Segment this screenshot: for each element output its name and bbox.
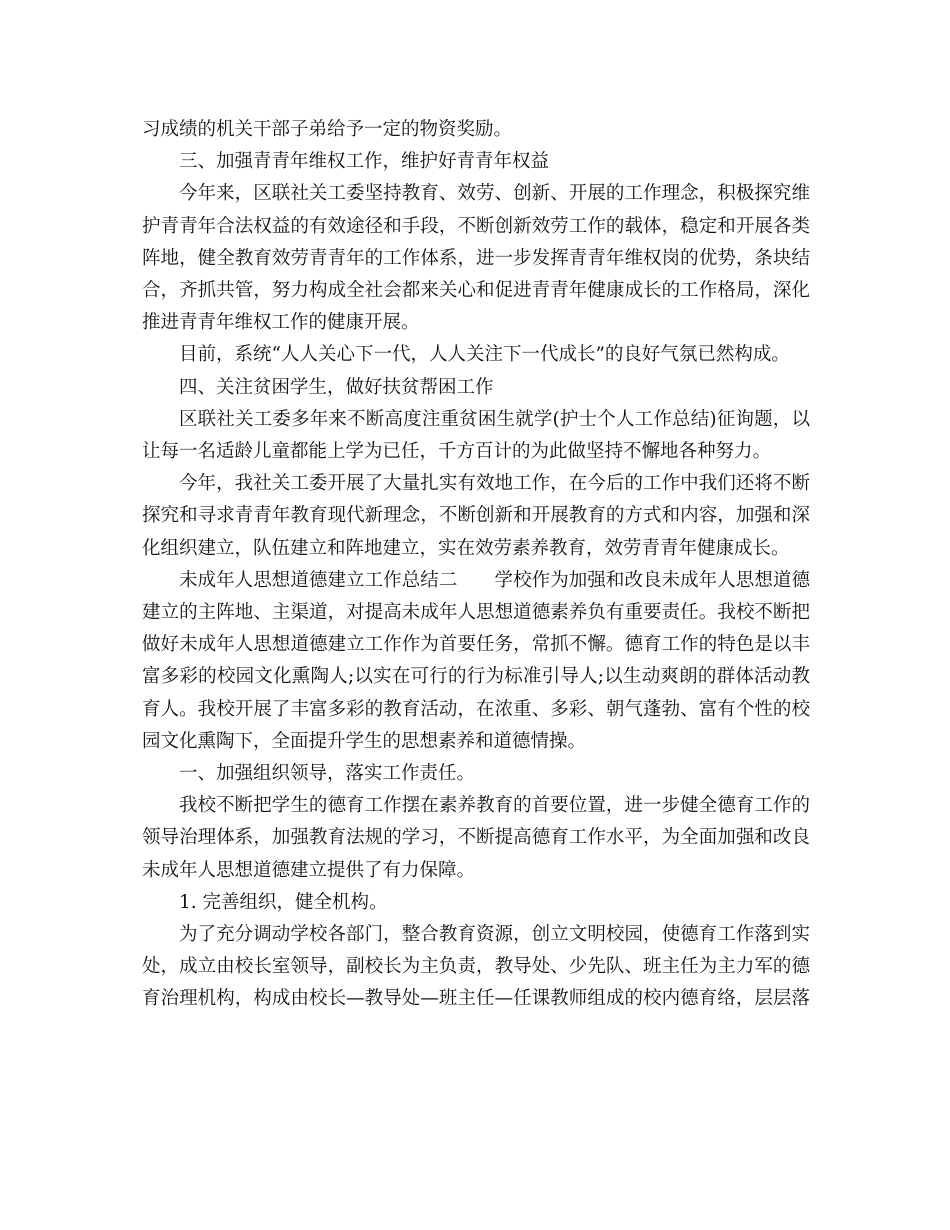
- paragraph: 区联社关工委多年来不断高度注重贫困生就学(护士个人工作总结)征询题，以让每一名适龄儿童都能上学为已任，千方百计的为此做坚持不懈地各种努力。: [142, 408, 810, 463]
- section-heading-4: 四、关注贫困学生，做好扶贫帮困工作: [179, 376, 494, 398]
- paragraph-truncated: 为了充分调动学校各部门，整合教育资源，创立文明校园，使德育工作落到实处，成立由校长室领导，副校长为主负责，教导处、少先队、班主任为主力军的德育治理机构，构成由校长—教导处—班主任—任课教师组成的校内德育络，层层落: [142, 924, 810, 1010]
- paragraph: 未成年人思想道德建立工作总结二 学校作为加强和改良未成年人思想道德建立的主阵地、主渠道，对提高未成年人思想道德素养负有重要责任。我校不断把做好未成年人思想道德建立工作作为首要任务，常抓不懈。德育工作的特色是以丰富多彩的校园文化熏陶人;以实在可行的行为标准引导人;以生动爽朗的群体活动教育人。我校开展了丰富多彩的教育活动，在浓重、多彩、朝气蓬勃、富有个性的校园文化熏陶下，全面提升学生的思想素养和道德情操。: [142, 569, 810, 752]
- paragraph: 目前，系统“人人关心下一代，人人关注下一代成长”的良好气氛已然构成。: [179, 344, 790, 366]
- paragraph: 今年来，区联社关工委坚持教育、效劳、创新、开展的工作理念，积极探究维护青青年合法权益的有效途径和手段，不断创新效劳工作的载体，稳定和开展各类阵地，健全教育效劳青青年的工作体系，进一步发挥青青年维权岗的优势，条块结合，齐抓共管，努力构成全社会都来关心和促进青青年健康成长的工作格局，深化推进青青年维权工作的健康开展。: [142, 183, 810, 334]
- section-heading-1: 一、加强组织领导，落实工作责任。: [179, 763, 476, 785]
- section-heading-3: 三、加强青青年维权工作，维护好青青年权益: [179, 151, 550, 173]
- document-body: [142, 114, 810, 1016]
- subsection-heading-1: 1. 完善组织，健全机构。: [179, 891, 388, 913]
- paragraph-continuation: 习成绩的机关干部子弟给予一定的物资奖励。: [142, 119, 513, 140]
- paragraph: 我校不断把学生的德育工作摆在素养教育的首要位置，进一步健全德育工作的领导治理体系，加强教育法规的学习，不断提高德育工作水平，为全面加强和改良未成年人思想道德建立提供了有力保障。: [142, 795, 810, 881]
- paragraph: 今年，我社关工委开展了大量扎实有效地工作，在今后的工作中我们还将不断探究和寻求青青年教育现代新理念，不断创新和开展教育的方式和内容，加强和深化组织建立，队伍建立和阵地建立，实在效劳素养教育，效劳青青年健康成长。: [142, 473, 810, 559]
